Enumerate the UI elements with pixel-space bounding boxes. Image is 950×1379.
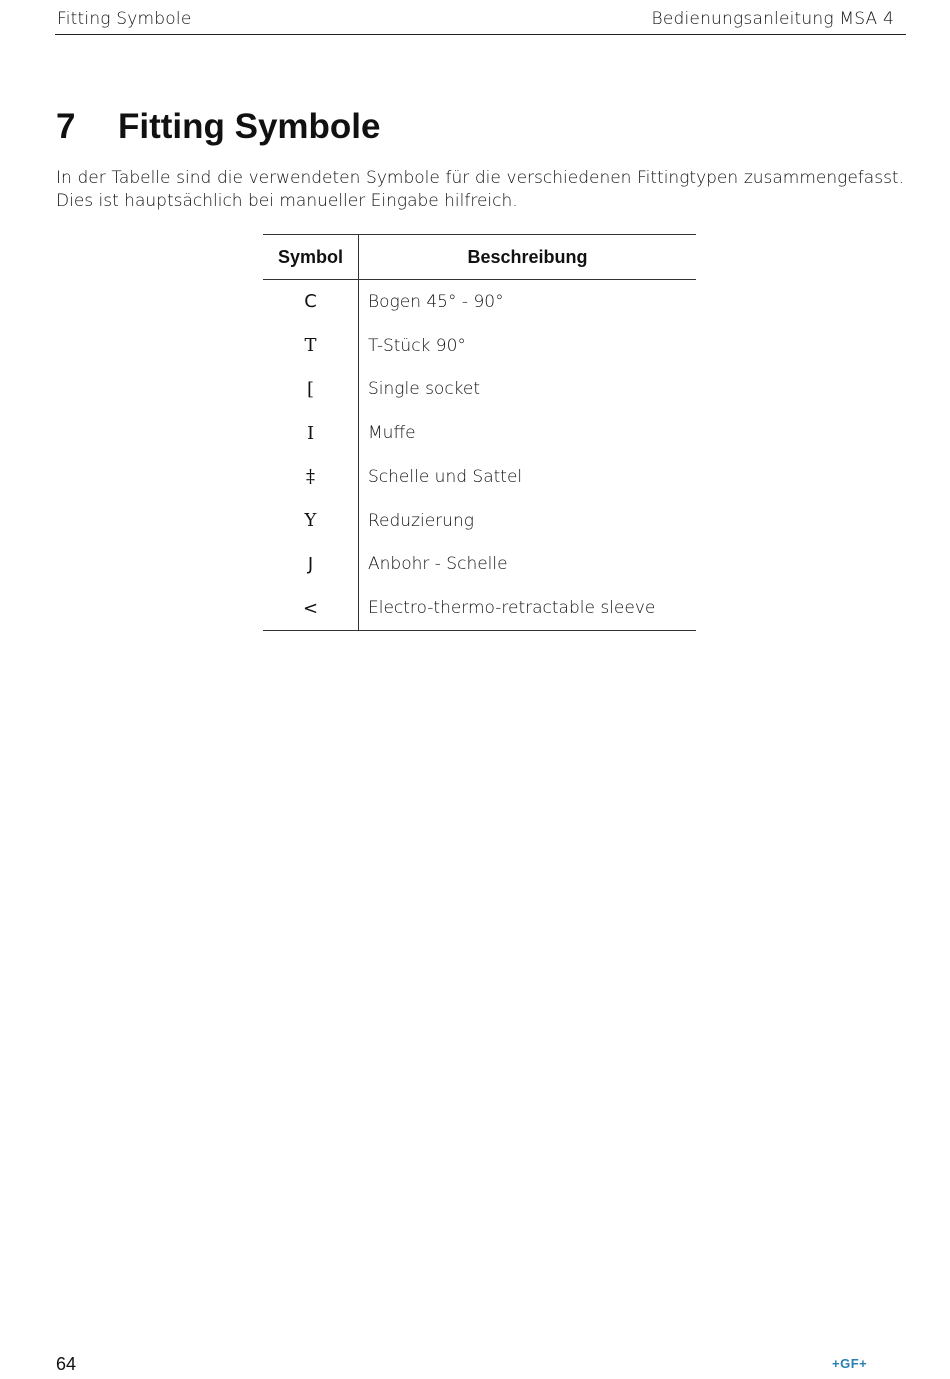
symbol-table xyxy=(263,234,696,631)
table-row xyxy=(263,411,696,455)
table-row xyxy=(263,280,696,324)
symbol-cell: Y xyxy=(263,499,359,543)
description-cell: T-Stück 90° xyxy=(368,335,466,356)
symbol-cell: ‡ xyxy=(263,455,359,499)
symbol-cell: < xyxy=(263,586,359,630)
description-cell: Electro-thermo-retractable sleeve xyxy=(368,598,656,619)
table-row xyxy=(263,368,696,412)
header-manual-title: Bedienungsanleitung MSA 4 xyxy=(651,9,894,29)
description-cell: Reduzierung xyxy=(368,510,474,531)
description-cell: Muffe xyxy=(368,423,416,444)
table-row xyxy=(263,499,696,543)
description-cell: Schelle und Sattel xyxy=(368,466,523,487)
symbol-cell: I xyxy=(263,411,359,455)
chapter-heading xyxy=(56,104,381,150)
header-section-title: Fitting Symbole xyxy=(57,9,192,29)
table-row xyxy=(263,455,696,499)
description-cell: Bogen 45° - 90° xyxy=(368,291,504,312)
gf-logo: +GF+ xyxy=(832,1356,868,1371)
chapter-number: 7 xyxy=(56,107,76,146)
table-row xyxy=(263,586,696,630)
chapter-title: Fitting Symbole xyxy=(118,107,381,146)
intro-paragraph: In der Tabelle sind die verwendeten Symbole für die verschiedenen Fittingtypen zusammengefasst. Dies ist hauptsächlich bei manueller Eingabe hilfreich. xyxy=(56,168,904,211)
page-number: 64 xyxy=(56,1354,77,1374)
table-header-row xyxy=(263,235,696,280)
table-row xyxy=(263,324,696,368)
running-header xyxy=(55,8,906,35)
symbol-cell: [ xyxy=(263,368,359,412)
description-cell: Single socket xyxy=(368,379,481,400)
description-cell: Anbohr - Schelle xyxy=(368,554,508,575)
column-header-description: Beschreibung xyxy=(359,235,697,280)
symbol-cell: T xyxy=(263,324,359,368)
symbol-cell: C xyxy=(263,280,359,324)
table-row xyxy=(263,543,696,587)
symbol-cell: J xyxy=(263,543,359,587)
column-header-symbol: Symbol xyxy=(263,235,359,280)
